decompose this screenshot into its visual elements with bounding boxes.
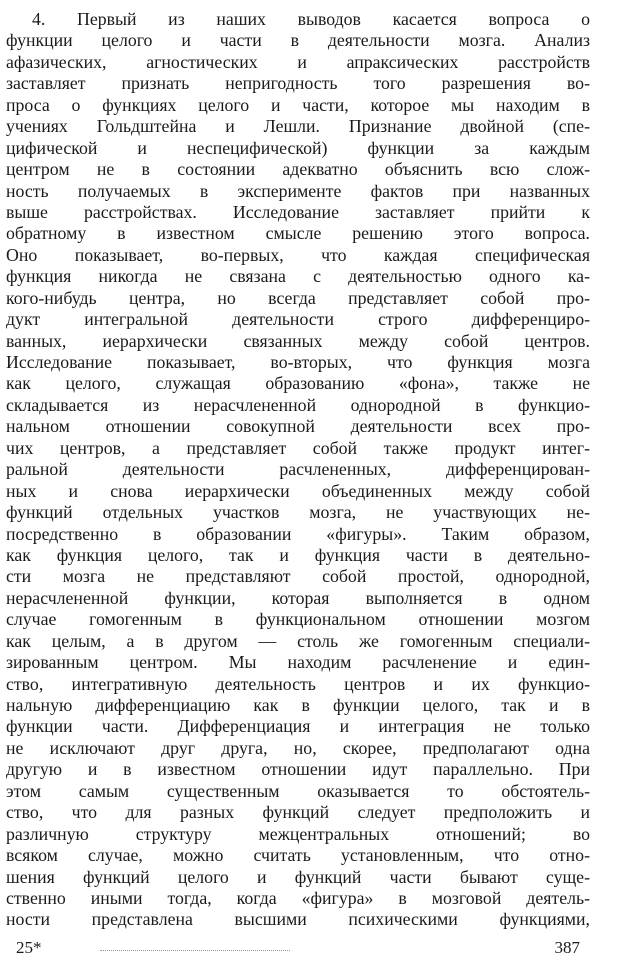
text-line: нальную дифференциацию как в функции целого, так и в	[6, 695, 590, 715]
text-line: этом самым существенным оказывается то обстоятель-	[6, 780, 590, 801]
text-line: ственно иными тогда, когда «фигура» в мозговой деятель-	[6, 887, 590, 908]
signature-mark: 25*	[16, 938, 42, 957]
text-line: выше расстройствах. Исследование заставляет прийти к	[6, 201, 590, 222]
text-line: зированным центром. Мы находим расчленение и един-	[6, 652, 590, 673]
text-line: сти мозга не представляют собой простой, однородной,	[6, 566, 590, 587]
text-line: афазических, агностических и апраксических расстройств	[6, 51, 590, 72]
text-line: ство, что для разных функций следует предположить и	[6, 802, 590, 823]
text-line: дукт интегральной деятельности строго дифференциро-	[6, 309, 590, 330]
text-line: функция никогда не связана с деятельностью одного ка-	[6, 266, 590, 287]
text-line: проса о функциях целого и части, которое мы находим в	[6, 94, 590, 115]
text-line: ральной деятельности расчлененных, дифференцирован-	[6, 459, 590, 480]
text-line: центром не в состоянии адекватно объяснить всю слож-	[6, 159, 590, 180]
text-line: не исключают друг друга, но, скорее, предполагают одна	[6, 737, 590, 758]
text-line: как целого, служащая образованию «фона», также не	[6, 373, 590, 394]
text-line: складывается из нерасчлененной однородной в функцио-	[6, 394, 590, 415]
text-line: учениях Гольдштейна и Лешли. Признание двойной (спе-	[6, 116, 590, 137]
text-line: чих центров, а представляет собой также продукт интег-	[6, 437, 590, 458]
text-line: обратному в известном смысле решению этого вопроса.	[6, 223, 590, 244]
text-line: ванных, иерархически связанных между собой центров.	[6, 330, 590, 351]
text-line: другую и в известном отношении идут параллельно. При	[6, 759, 590, 780]
text-line: нальном отношении совокупной деятельности всех про-	[6, 416, 590, 437]
text-line: кого-нибудь центра, но всегда представляет собой про-	[6, 287, 590, 308]
text-line: Исследование показывает, во-вторых, что функция мозга	[6, 352, 590, 372]
text-line: всяком случае, можно считать установленным, что отно-	[6, 845, 590, 866]
text-line: как целым, а в другом — столь же гомогенным специали-	[6, 630, 590, 651]
text-line: различную структуру межцентральных отношений; во	[6, 823, 590, 844]
text-line: ности представлена высшими психическими функциями,	[6, 909, 590, 930]
text-line: функции части. Дифференциация и интеграция не только	[6, 716, 590, 737]
text-line: как функция целого, так и функция части в деятельно-	[6, 544, 590, 565]
text-line: Оно показывает, во-первых, что каждая специфическая	[6, 244, 590, 265]
text-line: цифической и неспецифической) функции за каждым	[6, 137, 590, 158]
text-line: случае гомогенным в функциональном отношении мозгом	[6, 609, 590, 630]
text-line: ных и снова иерархически объединенных между собой	[6, 480, 590, 501]
page-number: 387	[554, 938, 580, 957]
text-line: ство, интегративную деятельность центров и их функцио-	[6, 673, 590, 694]
text-line: заставляет признать непригодность того разрешения во-	[6, 73, 590, 94]
text-line: нерасчлененной функции, которая выполняется в одном	[6, 587, 590, 608]
text-line: ность получаемых в эксперименте фактов при названных	[6, 180, 590, 201]
text-line: шения функций целого и функций части бывают суще-	[6, 866, 590, 887]
text-line: 4. Первый из наших выводов касается вопроса о	[32, 9, 590, 29]
text-line: посредственно в образовании «фигуры». Таким образом,	[6, 523, 590, 544]
body-text	[6, 9, 590, 931]
text-line: функций отдельных участков мозга, не участвующих не-	[6, 502, 590, 523]
footer-rule	[100, 950, 290, 951]
page-footer	[0, 936, 620, 960]
text-line: функции целого и части в деятельности мозга. Анализ	[6, 30, 590, 51]
